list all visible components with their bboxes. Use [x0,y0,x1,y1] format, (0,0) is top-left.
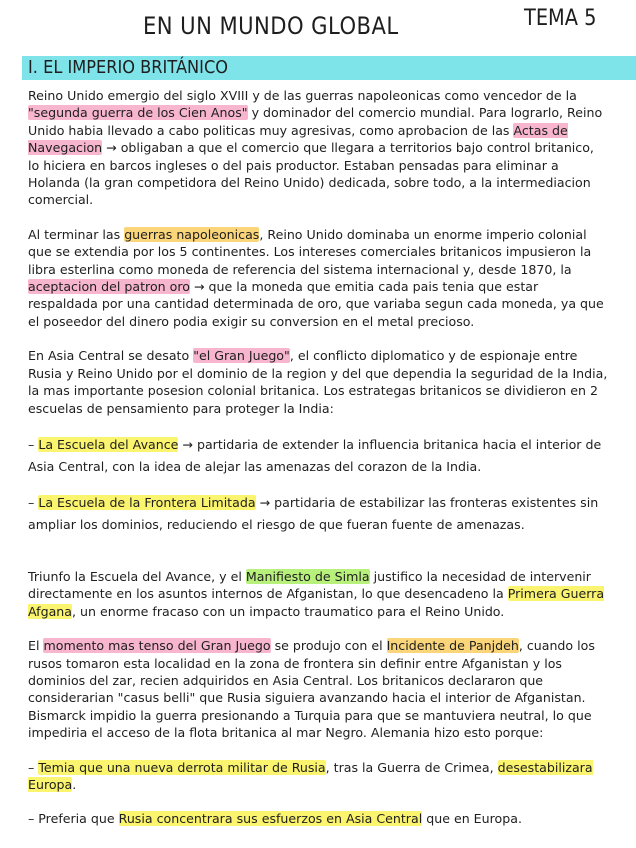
page-title: EN UN MUNDO GLOBAL [143,12,399,40]
text: – [28,436,39,452]
text: que en Europa. [422,811,522,827]
text: se produjo con el [270,638,387,654]
text: → partidaria de estabilizar las fronteras existentes sin ampliar los dominios, reduciendo el riesgo de que fueran fuente de amenazas. [28,494,599,532]
highlight-napoleonic-wars: guerras napoleonicas [124,226,260,242]
highlight-panjdeh-incident: Incidente de Panjdeh [386,638,519,654]
text: justifico la necesidad de intervenir directamente en los asuntos internos de Afganistan, lo que desencadeno la [28,568,591,602]
highlight-limited-frontier-school: La Escuela de la Frontera Limitada [38,494,256,510]
bullet-limited-frontier-school [28,492,608,536]
section-title: I. EL IMPERIO BRITÁNICO [28,57,229,78]
text: Triunfo la Escuela del Avance, y el [28,568,246,584]
text: → que la moneda que emitia cada pais tenia que estar respaldada por una cantidad determinada de oro, que variaba segun cada moneda, ya que el poseedor del dinero podia exigir su conversion en el metal precioso. [28,279,604,329]
highlight-tense-moment: momento mas tenso del Gran Juego [43,638,271,654]
paragraph-british-dominance [28,87,608,209]
highlight-first-afghan-war: Primera Guerra Afgana [28,586,605,619]
text: – Preferia que [28,811,119,827]
text: → obligaban a que el comercio que llegara a territorios bajo control britanico, lo hiciera en barcos ingleses o del pais productor. Estaban pensadas para eliminar a Holanda (la gran competidora del Reino Unido) dedicada, sobre todo, a la intermediacion comercial. [28,140,594,208]
text: → partidaria de extender la influencia britanica hacia el interior de Asia Central, con la idea de alejar las amenazas del corazon de la India. [28,436,602,474]
highlight-destabilize-europe: desestabilizara Europa [28,759,593,792]
text: Reino Unido emergio del siglo XVIII y de las guerras napoleonicas como vencedor de la [28,88,577,103]
text: , un enorme fracaso con un impacto traumatico para el Reino Unido. [72,603,505,619]
bullet-forward-school [28,434,608,478]
topic-number: TEMA 5 [524,6,597,31]
text: – [28,494,39,510]
text: , el conflicto diplomatico y de espionaje entre Rusia y Reino Unido por el dominio de la region y del que dependia la seguridad de la India, la mas importante posesion colonial britanica. Los estrategas britanicos se dividieron en 2 escuelas de pensamiento para proteger la India: [28,348,608,416]
text: , Reino Unido dominaba un enorme imperio colonial que se extendia por los 5 continentes. Los intereses comerciales britanicos impusieron la libra esterlina como moneda de referencia del sistema internacional y, desde 1870, la [28,226,592,277]
bullet-feared-russian-defeat [28,759,608,794]
highlight-feared-defeat: Temia que una nueva derrota militar de Rusia [38,759,326,775]
paragraph-gold-standard [28,226,608,330]
highlight-second-hundred-years-war: "segunda guerra de los Cien Anos" [28,105,248,121]
text: , tras la Guerra de Crimea, [325,759,498,775]
paragraph-simla-manifesto [28,568,608,620]
paragraph-panjdeh-incident [28,637,608,741]
text: El [28,638,44,654]
highlight-simla-manifesto: Manifiesto de Simla [245,568,370,584]
text: . [72,776,77,792]
text: y dominador del comercio mundial. Para lograrlo, Reino Unido habia llevado a cabo politicas muy agresivas, como aprobacion de las [28,105,603,138]
bullet-russia-central-asia [28,810,608,827]
highlight-gold-standard: aceptacion del patron oro [28,279,190,295]
text: En Asia Central se desato [28,348,194,364]
highlight-navigation-acts: Actas de Navegacion [28,122,568,156]
notes-body [28,87,608,828]
highlight-forward-school: La Escuela del Avance [38,436,179,452]
text: – [28,759,39,775]
highlight-russia-central-asia: Rusia concentrara sus esfuerzos en Asia Central [118,811,423,827]
text: , cuando los rusos tomaron esta localidad en la zona de frontera sin definir entre Afganistan y los dominios del zar, recien adquiridos en Asia Central. Los britanicos declararon que considerarian "casus belli" que Rusia siguiera avanzando hacia el interior de Afganistan. Bismarck impidio la guerra presionando a Turquia para que se mantuviera neutral, lo que impediria el acceso de la flota britanica al mar Negro. Alemania hizo esto porque: [28,638,595,741]
paragraph-great-game [28,347,608,417]
highlight-great-game: "el Gran Juego" [193,348,290,364]
text: Al terminar las [28,226,125,242]
